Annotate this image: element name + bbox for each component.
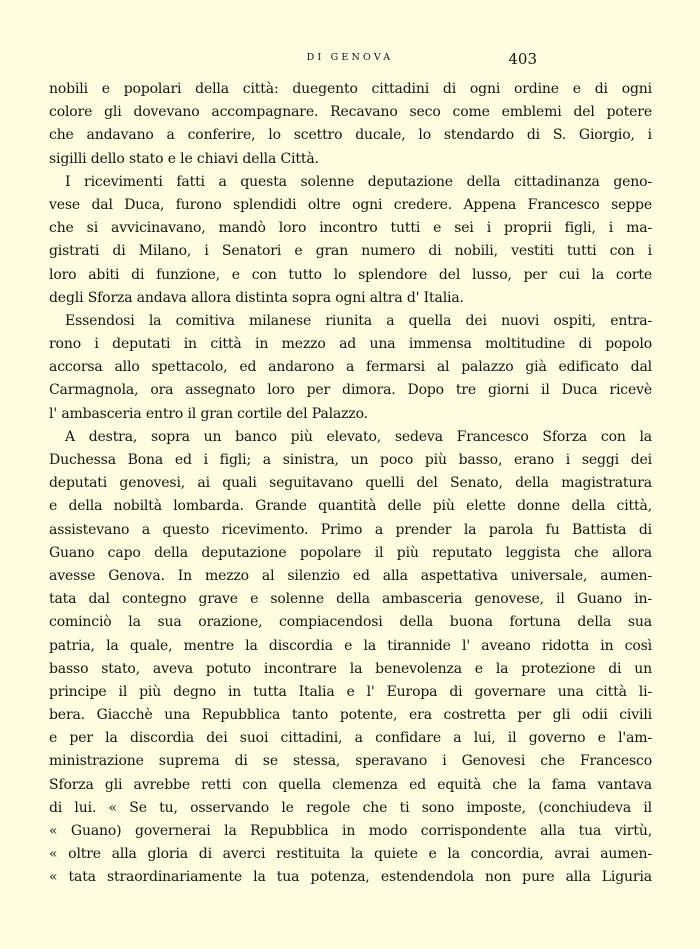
text-line: Carmagnola, ora assegnato loro per dimora. Dopo tre giorni il Duca ricevè <box>49 382 652 399</box>
text-line: e per la discordia dei suoi cittadini, a confidare a lui, il governo e l'am- <box>49 730 652 747</box>
text-line: I ricevimenti fatti a questa solenne deputazione della cittadinanza geno- <box>65 173 652 190</box>
text-line: avesse Genova. In mezzo al silenzio ed alla aspettativa universale, aumen- <box>49 567 652 584</box>
text-line: vese dal Duca, furono splendidi oltre ogni credere. Appena Francesco seppe <box>49 196 652 213</box>
text-line: patria, la quale, mentre la discordia e la tirannide l' aveano ridotta in così <box>49 637 652 654</box>
running-head <box>0 50 700 70</box>
body-text <box>49 78 652 890</box>
text-line: principe il più degno in tutta Italia e l' Europa di governare una città li- <box>49 683 652 700</box>
text-line: di lui. « Se tu, osservando le regole che ti sono imposte, (conchiudeva il <box>49 799 652 816</box>
text-line: basso stato, aveva potuto incontrare la benevolenza e la protezione di un <box>49 660 652 677</box>
text-line: e della nobiltà lombarda. Grande quantità delle più elette donne della città, <box>49 498 652 515</box>
text-line: accorsa allo spettacolo, ed andarono a fermarsi al palazzo già edificato dal <box>49 359 652 376</box>
text-line: che andavano a conferire, lo scettro ducale, lo stendardo di S. Giorgio, i <box>49 127 652 144</box>
running-title: DI GENOVA <box>306 52 394 63</box>
text-line: « Guano) governerai la Repubblica in modo corrispondente alla tua virtù, <box>49 823 652 839</box>
text-line: rono i deputati in città in mezzo ad una immensa moltitudine di popolo <box>49 336 652 353</box>
text-line: nobili e popolari della città: duegento cittadini di ogni ordine e di ogni <box>49 81 652 97</box>
text-line: A destra, sopra un banco più elevato, sedeva Francesco Sforza con la <box>65 428 652 445</box>
text-line: « tata straordinariamente la tua potenza, estendendola non pure alla Liguria <box>49 869 652 886</box>
text-line: che si avvicinavano, mandò loro incontro tutti e sei i proprii figli, i ma- <box>49 220 652 237</box>
text-line: tata dal contegno grave e solenne della ambasceria genovese, il Guano in- <box>49 591 652 608</box>
text-line: degli Sforza andava allora distinta sopra ogni altra d' Italia. <box>49 289 464 306</box>
text-line: gistrati di Milano, i Senatori e gran numero di nobili, vestiti tutti con i <box>49 243 652 260</box>
text-line: Sforza gli avrebbe retti con quella clemenza ed equità che la fama vantava <box>49 776 652 793</box>
text-line: Guano capo della deputazione popolare il più reputato leggista che allora <box>49 544 652 561</box>
page-number: 403 <box>508 50 537 68</box>
text-line: bera. Giacchè una Repubblica tanto potente, era costretta per gli odii civili <box>49 707 652 724</box>
text-line: assistevano a questo ricevimento. Primo a prender la parola fu Battista di <box>49 521 652 538</box>
text-line: Duchessa Bona ed i figli; a sinistra, un poco più basso, erano i seggi dei <box>49 452 652 468</box>
text-line: l' ambasceria entro il gran cortile del Palazzo. <box>49 405 368 422</box>
text-line: deputati genovesi, ai quali seguitavano quelli del Senato, della magistratura <box>49 475 652 492</box>
text-line: loro abiti di funzione, e con tutto lo splendore del lusso, per cui la corte <box>49 266 652 283</box>
text-line: « oltre alla gloria di averci restituita la quiete e la concordia, avrai aumen- <box>49 846 652 863</box>
text-line: Essendosi la comitiva milanese riunita a quella dei nuovi ospiti, entra- <box>65 312 652 329</box>
text-line: colore gli dovevano accompagnare. Recavano seco come emblemi del potere <box>49 104 652 121</box>
text-line: cominciò la sua orazione, compiacendosi della buona fortuna della sua <box>49 614 652 631</box>
text-line: ministrazione suprema di se stessa, speravano i Genovesi che Francesco <box>49 753 652 770</box>
text-line: sigilli dello stato e le chiavi della Città. <box>49 150 319 167</box>
